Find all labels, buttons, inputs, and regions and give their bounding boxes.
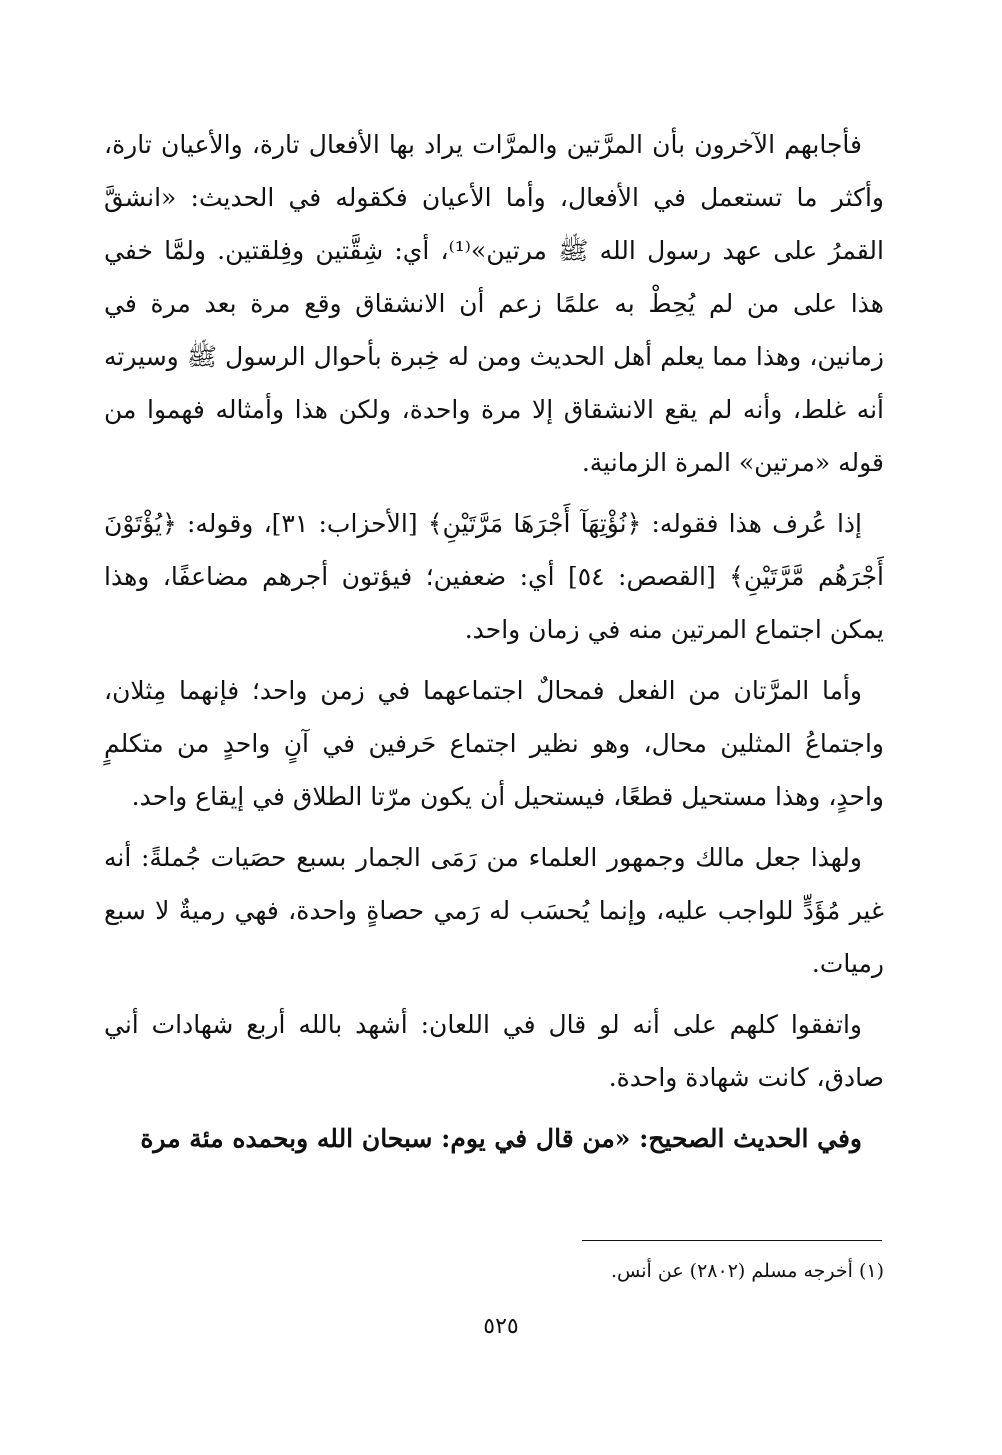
paragraph-4: ولهذا جعل مالك وجمهور العلماء من رَمَى الجمار بسبع حصَيات جُملةً: أنه غير مُؤَدٍّ للواجب عليه، وإنما يُحسَب له رَمي حصاةٍ واحدة، فهي رميةٌ لا سبع رميات. bbox=[104, 843, 884, 978]
paragraph-1: فأجابهم الآخرون بأن المرَّتين والمرَّات يراد بها الأفعال تارة، والأعيان تارة، وأكثر ما تستعمل في الأفعال، وأما الأعيان فكقوله في الحديث: «انشقَّ القمرُ على عهد رسول الله ﷺ مرتين»⁽¹⁾، أي: شِقَّتين وفِلقتين. ولمَّا خفي هذا على من لم يُحِطْ به علمًا زعم أن الانشقاق وقع مرة بعد مرة في زمانين، وهذا مما يعلم أهل الحديث ومن له خِبرة بأحوال الرسول ﷺ وسيرته أنه غلط، وأنه لم يقع الانشقاق إلا مرة واحدة، ولكن هذا وأمثاله فهموا من قوله «مرتين» المرة الزمانية. bbox=[104, 130, 884, 477]
paragraph-6: وفي الحديث الصحيح: «من قال في يوم: سبحان الله وبحمده مئة مرة bbox=[140, 1124, 862, 1153]
footnote-separator bbox=[582, 1240, 882, 1241]
page-number: ٥٢٥ bbox=[483, 1314, 519, 1339]
paragraph-3: وأما المرَّتان من الفعل فمحالٌ اجتماعهما في زمن واحد؛ فإنهما مِثلان، واجتماعُ المثلين محال، وهو نظير اجتماع حَرفين في آنٍ واحدٍ من متكلمٍ واحدٍ، وهذا مستحيل قطعًا، فيستحيل أن يكون مرّتا الطلاق في إيقاع واحد. bbox=[104, 676, 884, 811]
footnote: (١) أخرجه مسلم (٢٨٠٢) عن أنس. bbox=[610, 1260, 884, 1282]
paragraph-5: واتفقوا كلهم على أنه لو قال في اللعان: أشهد بالله أربع شهادات أني صادق، كانت شهادة واحدة. bbox=[104, 1010, 884, 1092]
page-body bbox=[104, 118, 884, 1173]
paragraph-2: إذا عُرف هذا فقوله: ﴿نُؤْتِهَآ أَجْرَهَا مَرَّتَيْنِ﴾ [الأحزاب: ٣١]، وقوله: ﴿يُؤْتَوْنَ أَجْرَهُم مَّرَّتَيْنِ﴾ [القصص: ٥٤] أي: ضعفين؛ فيؤتون أجرهم مضاعفًا، وهذا يمكن اجتماع المرتين منه في زمان واحد. bbox=[104, 509, 884, 644]
